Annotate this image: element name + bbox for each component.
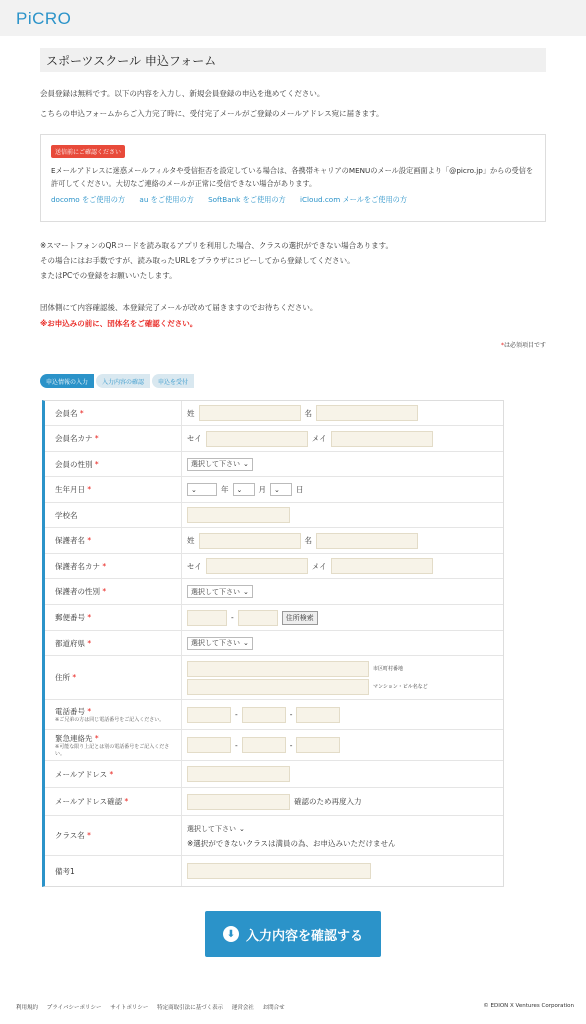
emergency-2-input[interactable] [242,737,286,753]
email-confirm-input[interactable] [187,794,290,810]
member-gender-select[interactable]: 選択して下さい ⌄ [187,458,253,471]
link-softbank[interactable]: SoftBank をご使用の方 [208,195,286,204]
confirm-button[interactable] [205,911,381,957]
birth-month-select[interactable] [233,483,255,496]
phone-2-input[interactable] [242,707,286,723]
mei-kana-label: メイ [311,561,327,571]
header [0,0,586,36]
row-guardian-kana [45,554,503,579]
birth-year-select[interactable] [187,483,217,496]
phone-note: ※ご兄弟の方は同じ電話番号をご記入ください。 [55,716,165,723]
last-name-input[interactable] [199,405,301,421]
address-hint-2: マンション・ビル名など [373,684,428,690]
required-mark: * [94,733,99,743]
label-postal: 郵便番号 [55,613,85,622]
row-address [45,656,503,700]
step-confirm: 入力内容の確認 [96,374,150,388]
row-prefecture [45,631,503,656]
footer [16,1003,574,1011]
mei-label: 名 [304,408,312,418]
sei-kana-label: セイ [187,561,202,571]
dash: - [289,740,293,750]
birth-day-select[interactable] [270,483,292,496]
row-email [45,761,503,788]
label-emergency: 緊急連絡先 [55,733,93,743]
postal-code-2-input[interactable] [238,610,278,626]
month-label: 月 [258,485,266,494]
label-remarks: 備考1 [55,866,75,876]
row-phone [45,700,503,730]
page-title: スポーツスクール 申込フォーム [40,48,546,72]
sei-label: 姓 [187,536,195,545]
last-name-kana-input[interactable] [206,431,308,447]
first-name-kana-input[interactable] [331,431,433,447]
chevron-down-icon: ⌄ [243,639,249,647]
arrow-down-circle-icon: ⬇ [223,926,239,942]
footer-link-privacy[interactable]: プライバシーポリシー [46,1005,102,1011]
intro-text [40,84,546,124]
label-member-name: 会員名 [55,408,78,418]
row-school [45,503,503,528]
required-mark: * [94,459,99,469]
copyright: © EDION X Ventures Corporation [483,1003,574,1009]
first-name-input[interactable] [316,405,418,421]
required-note-text: は必須項目です [503,342,546,349]
required-mark: * [87,638,92,648]
guardian-gender-select[interactable]: 選択して下さい ⌄ [187,585,253,598]
link-icloud[interactable]: iCloud.com メールをご使用の方 [300,195,408,204]
prefecture-select[interactable]: 選択して下さい ⌄ [187,637,253,650]
row-guardian-gender [45,579,503,605]
group-note [40,300,546,332]
link-docomo[interactable]: docomo をご使用の方 [51,195,126,204]
chevron-down-icon: ⌄ [274,485,280,494]
footer-link-site-policy[interactable]: サイトポリシー [110,1005,149,1011]
address-2-input[interactable] [187,679,369,695]
footer-link-contact[interactable]: お問合せ [262,1005,285,1011]
guardian-last-name-kana-input[interactable] [206,558,308,574]
remarks-input[interactable] [187,863,371,879]
mei-kana-label: メイ [311,434,327,443]
link-au[interactable]: au をご使用の方 [139,195,194,204]
address-search-button[interactable]: 住所検索 [282,611,318,625]
emergency-3-input[interactable] [296,737,340,753]
notice-text: Eメールアドレスに迷惑メールフィルタや受信拒否を設定している場合は、各携帯キャリアのMENUのメール設定画面より「@picro.jp」からの受信を許可してください。大切なご連絡のメールが正常に受信できない場合があります。 [51,166,534,188]
emergency-note: ※可能な限り上記とは別の電話番号をご記入ください。 [55,743,170,757]
required-mark: * [109,769,114,779]
required-mark: * [102,587,107,596]
required-mark: * [72,673,77,682]
email-confirm-hint: 確認のため再度入力 [294,797,362,806]
qr-note [40,238,546,283]
qr-line: その場合にはお手数ですが、読み取ったURLをブラウザにコピーしてから登録してください。 [40,256,355,265]
required-mark: * [87,831,91,840]
required-mark: * [102,561,107,571]
phone-1-input[interactable] [187,707,231,723]
dash: - [235,740,238,750]
email-input[interactable] [187,766,290,782]
label-phone: 電話番号 [55,706,85,716]
label-email-confirm: メールアドレス確認 [55,797,123,806]
required-mark: * [500,342,504,349]
row-emergency [45,730,503,761]
qr-line: ※スマートフォンのQRコードを読み取るアプリを利用した場合、クラスの選択ができない場合あります。 [40,241,394,250]
label-member-kana: 会員名カナ [55,434,93,443]
day-label: 日 [296,485,304,494]
row-remarks [45,856,503,886]
guardian-last-name-input[interactable] [199,533,301,549]
label-address: 住所 [55,673,70,682]
confirm-button-label: 入力内容を確認する [245,928,363,944]
required-mark: * [87,706,92,716]
guardian-first-name-kana-input[interactable] [331,558,433,574]
chevron-down-icon: ⌄ [191,485,197,494]
class-note: ※選択ができないクラスは満員の為、お申込みいただけません [187,839,396,848]
chevron-down-icon: ⌄ [239,824,245,833]
row-postal [45,605,503,631]
row-class [45,816,503,856]
mei-label: 名 [304,536,312,545]
address-hint-1: 市区町村番地 [373,666,404,672]
application-form [42,400,504,887]
required-mark: * [79,408,84,418]
footer-link-commerce-law[interactable]: 特定商取引法に基づく表示 [157,1005,224,1011]
row-birthday [45,477,503,503]
group-note-text: 団体側にて内容確認後、本登録完了メールが改めて届きますのでお待ちください。 [40,303,318,312]
logo[interactable]: PiCRO [16,9,72,28]
school-input[interactable] [187,507,290,523]
required-mark: * [87,485,92,494]
class-select[interactable]: 選択して下さい ⌄ [187,822,245,835]
progress-steps [40,374,546,388]
notice-box [40,134,546,222]
label-school: 学校名 [55,510,78,520]
dash: - [235,710,238,719]
year-label: 年 [221,485,229,494]
row-member-name [45,401,503,426]
step-complete: 申込を受付 [152,374,194,388]
guardian-first-name-input[interactable] [316,533,418,549]
footer-link-company[interactable]: 運営会社 [231,1005,254,1011]
qr-line: またはPCでの登録をお願いいたします。 [40,271,177,280]
required-mark: * [94,434,99,443]
required-note [40,340,546,349]
row-guardian-name [45,528,503,554]
chevron-down-icon: ⌄ [243,587,249,596]
postal-code-1-input[interactable] [187,610,227,626]
required-mark: * [87,536,92,545]
label-prefecture: 都道府県 [55,638,85,648]
row-member-kana [45,426,503,452]
sei-kana-label: セイ [187,434,202,443]
label-class: クラス名 [55,831,85,840]
step-input: 申込情報の入力 [40,374,94,388]
label-guardian-name: 保護者名 [55,536,85,545]
footer-link-terms[interactable]: 利用規約 [16,1005,39,1011]
address-1-input[interactable] [187,661,369,677]
sei-label: 姓 [187,408,195,418]
label-email: メールアドレス [55,769,108,779]
intro-line: 会員登録は無料です。以下の内容を入力し、新規会員登録の申込を進めてください。 [40,89,325,98]
chevron-down-icon: ⌄ [236,485,243,494]
row-member-gender [45,452,503,477]
notice-badge: 送信前にご確認ください [51,145,125,158]
intro-line: こちらの申込フォームからご入力完了時に、受付完了メールがご登録のメールアドレス宛に届きます。 [40,109,384,118]
required-mark: * [87,613,92,622]
required-mark: * [124,797,129,806]
phone-3-input[interactable] [296,707,340,723]
emergency-1-input[interactable] [187,737,231,753]
label-guardian-gender: 保護者の性別 [55,587,100,596]
label-member-gender: 会員の性別 [55,459,93,469]
warning-text: ※お申込みの前に、団体名をご確認ください。 [40,319,198,328]
dash: - [289,710,293,719]
label-birthday: 生年月日 [55,485,85,494]
chevron-down-icon: ⌄ [243,460,249,468]
row-email-confirm [45,788,503,816]
label-guardian-kana: 保護者名カナ [55,561,100,571]
dash: - [231,613,234,622]
